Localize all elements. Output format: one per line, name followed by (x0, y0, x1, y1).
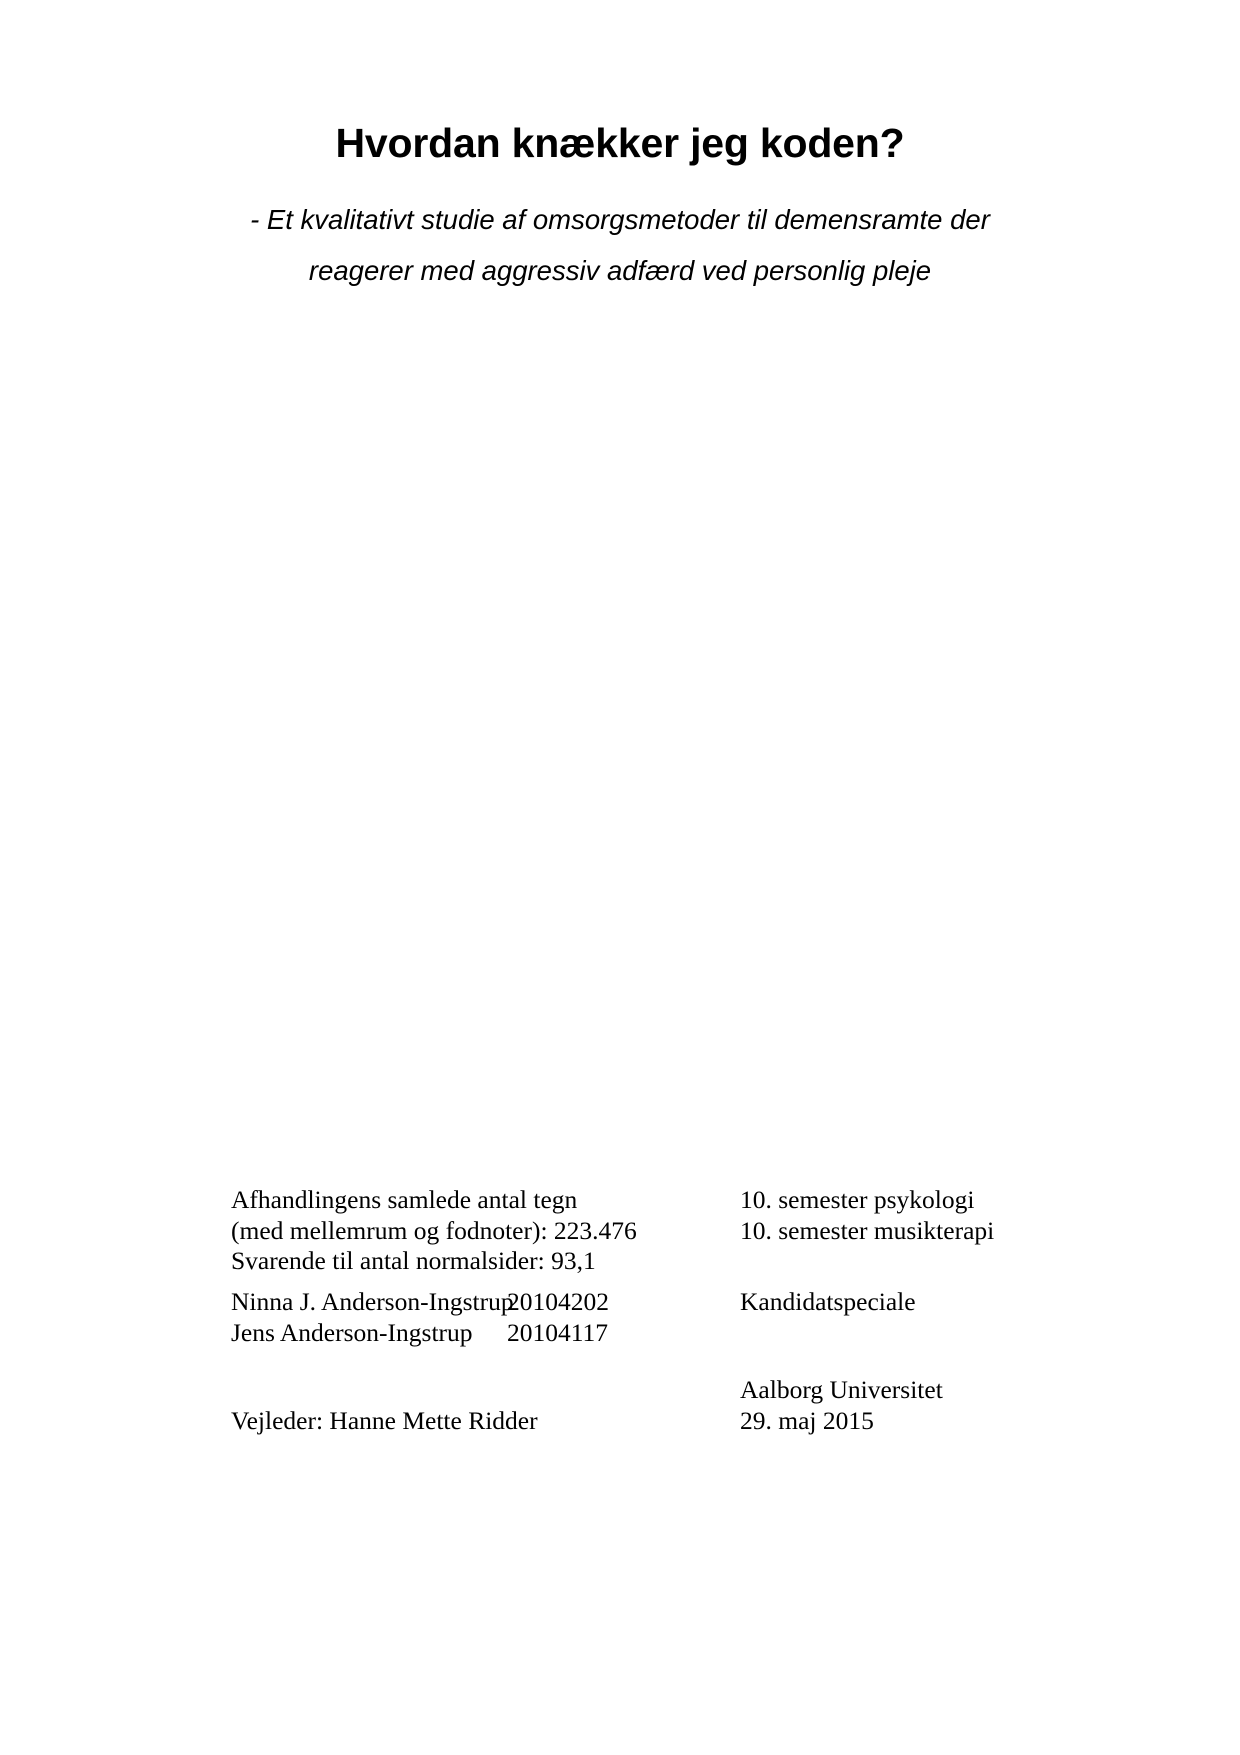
advisor-name: Vejleder: Hanne Mette Ridder (231, 1406, 538, 1435)
semester-music-therapy: 10. semester musikterapi (740, 1215, 995, 1245)
author-row (231, 1318, 609, 1349)
university-name: Aalborg Universitet (740, 1375, 943, 1404)
author-student-id: 20104117 (507, 1317, 609, 1347)
advisor-group (231, 1406, 538, 1437)
author-row (231, 1287, 609, 1318)
degree-group (740, 1287, 916, 1318)
title-block (150, 118, 1090, 296)
author-student-id: 20104202 (507, 1287, 609, 1316)
page-title: Hvordan knækker jeg koden? (335, 120, 905, 166)
subtitle-block (150, 194, 1090, 296)
character-count-value: (med mellemrum og fodnoter): 223.476 (231, 1215, 637, 1245)
semester-group (740, 1185, 994, 1246)
authors-group (231, 1287, 609, 1348)
submission-date: 29. maj 2015 (740, 1405, 874, 1435)
subtitle-line-2: reagerer med aggressiv adfærd ved personlig pleje (308, 255, 932, 286)
character-count-label: Afhandlingens samlede antal tegn (231, 1185, 578, 1214)
degree-type: Kandidatspeciale (740, 1287, 916, 1316)
university-group (740, 1375, 943, 1436)
semester-psychology: 10. semester psykologi (740, 1185, 975, 1214)
author-name: Jens Anderson-Ingstrup (231, 1317, 473, 1347)
character-count-group (231, 1185, 637, 1277)
author-name: Ninna J. Anderson-Ingstrup (231, 1287, 514, 1316)
subtitle-line-1: - Et kvalitativt studie af omsorgsmetoder til demensramte der (250, 204, 990, 235)
normal-pages-value: Svarende til antal normalsider: 93,1 (231, 1246, 596, 1275)
